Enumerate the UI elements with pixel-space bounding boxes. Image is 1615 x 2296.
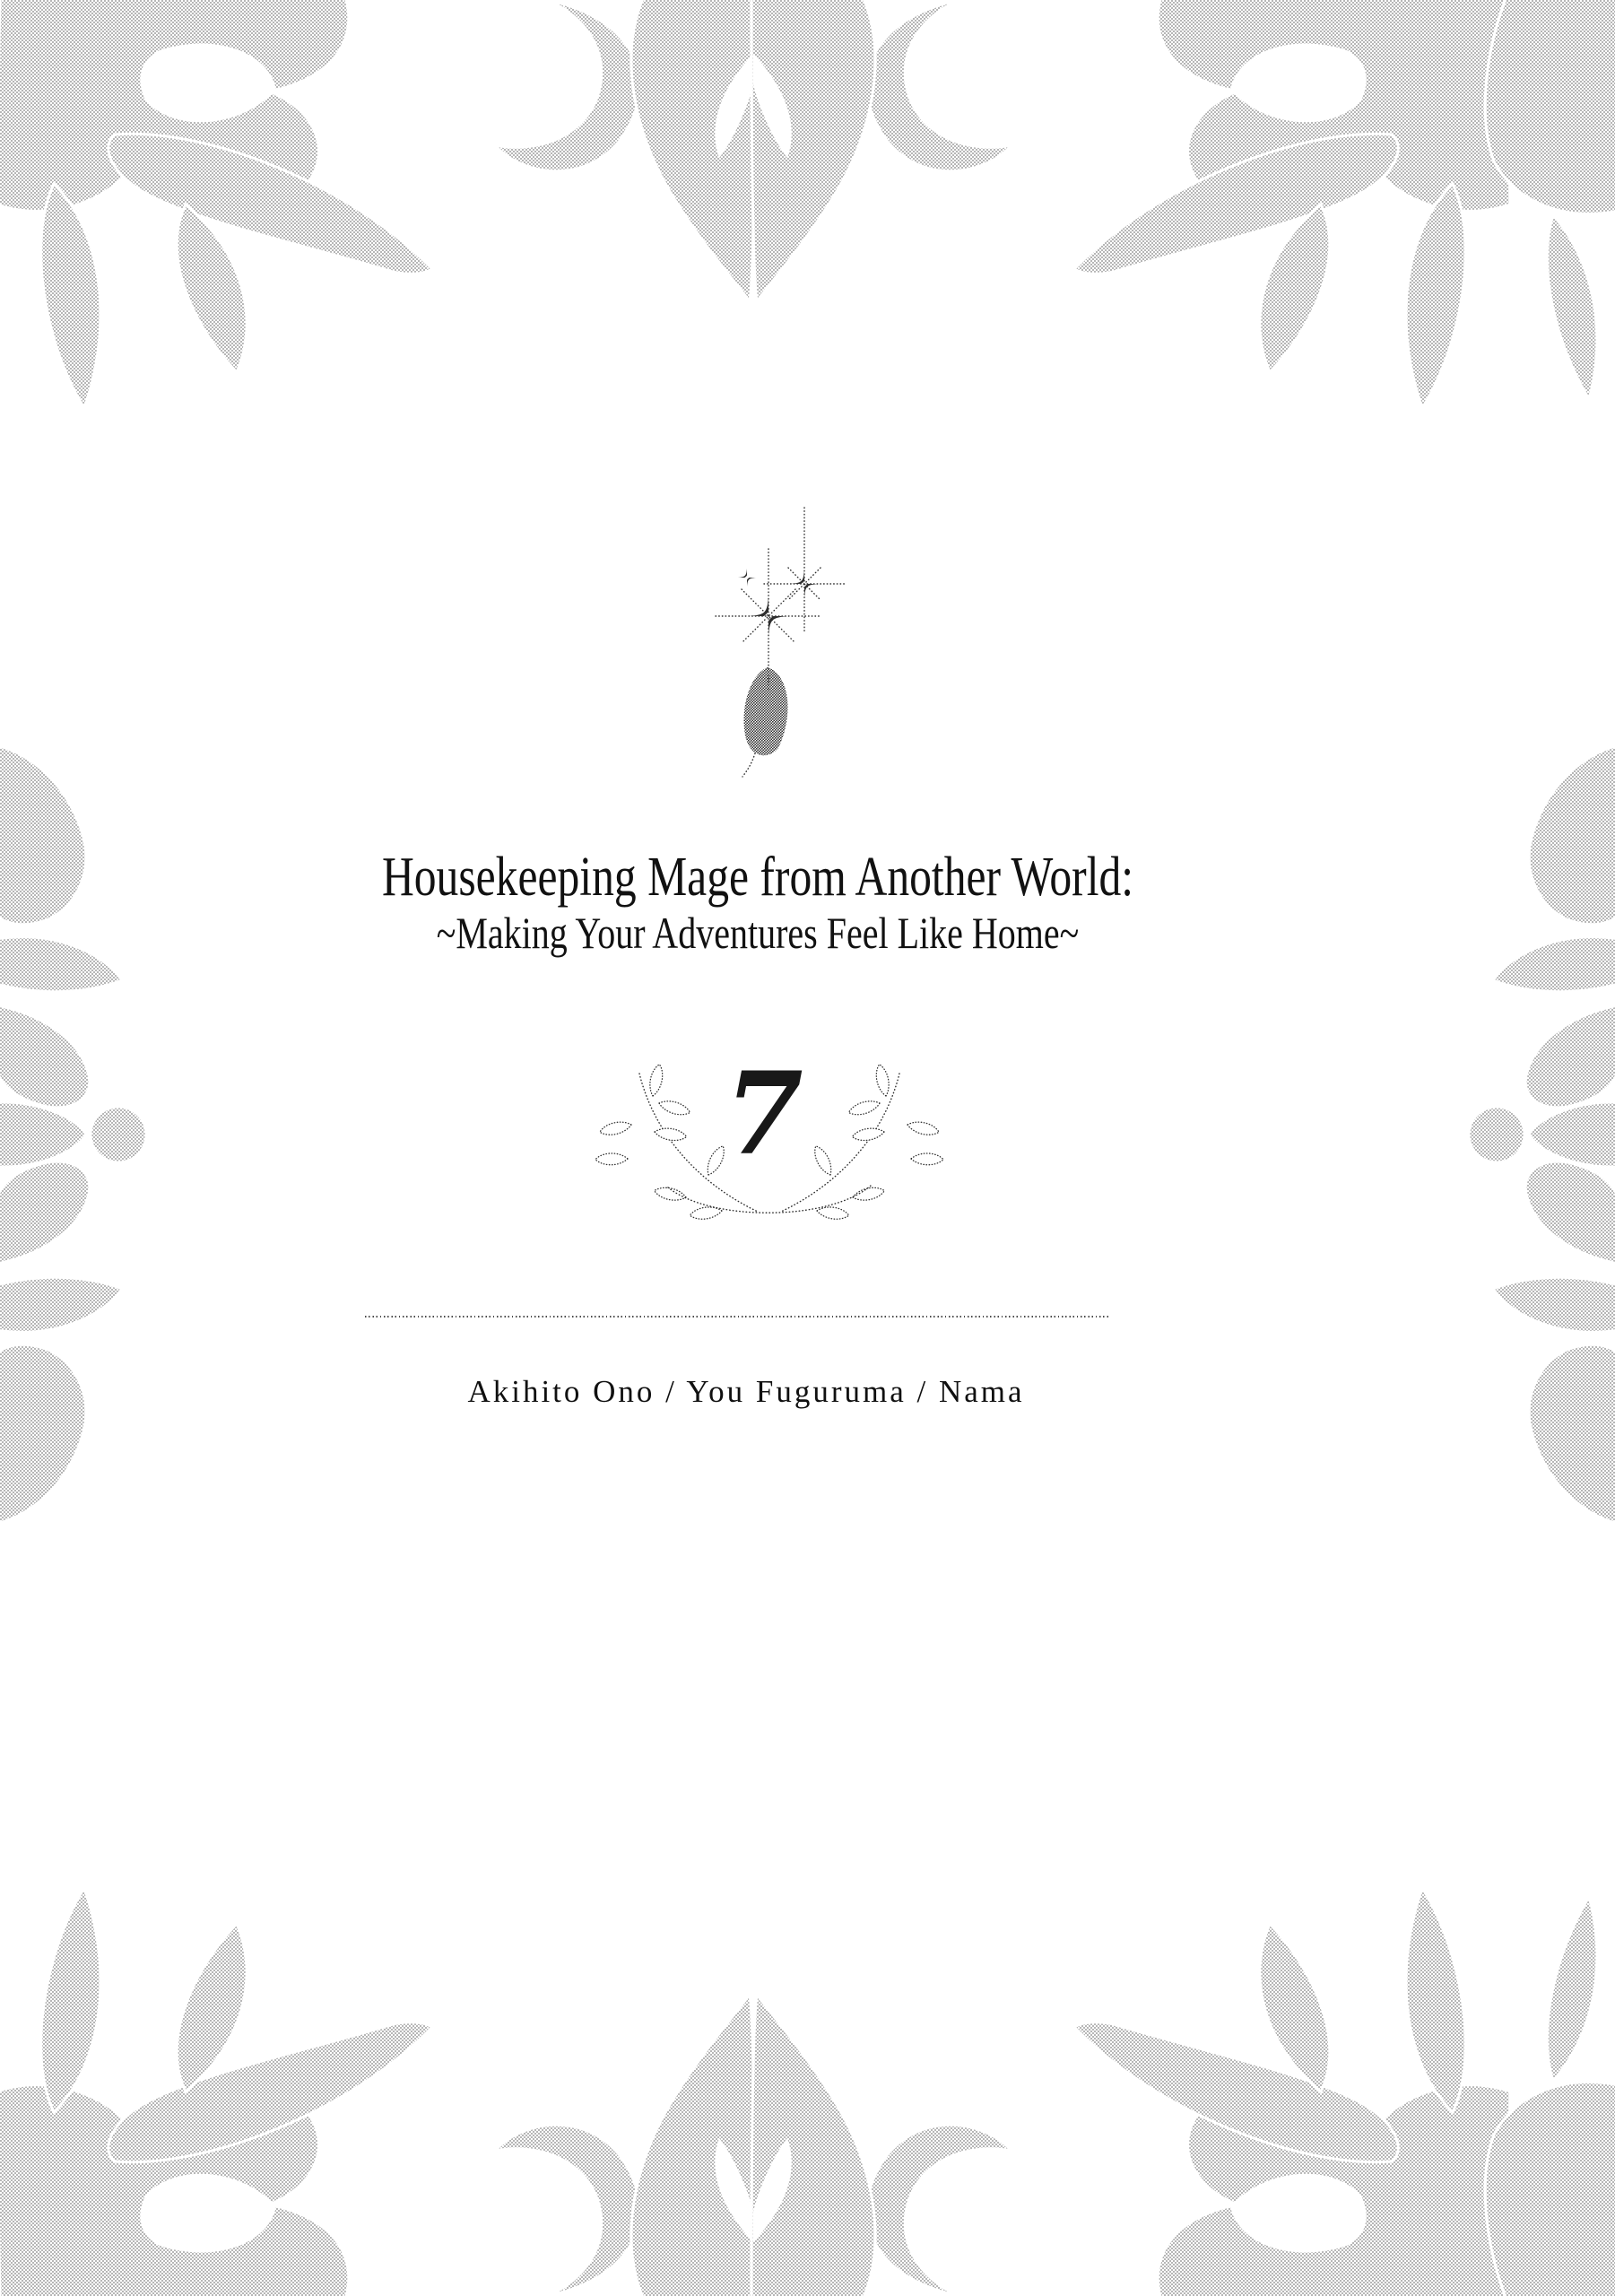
author-credits: Akihito Ono / You Fuguruma / Nama — [467, 1374, 1025, 1409]
book-subtitle: ~Making Your Adventures Feel Like Home~ — [436, 908, 1080, 959]
damask-border-top — [0, 0, 1615, 408]
title-block — [0, 848, 1515, 958]
damask-border-bottom — [0, 1888, 1615, 2296]
volume-number: 7 — [725, 1048, 803, 1180]
dotted-divider — [365, 1316, 1109, 1318]
sparkles-icon — [716, 508, 845, 691]
book-title: Housekeeping Mage from Another World: — [381, 847, 1134, 908]
leaf-icon — [742, 667, 787, 777]
